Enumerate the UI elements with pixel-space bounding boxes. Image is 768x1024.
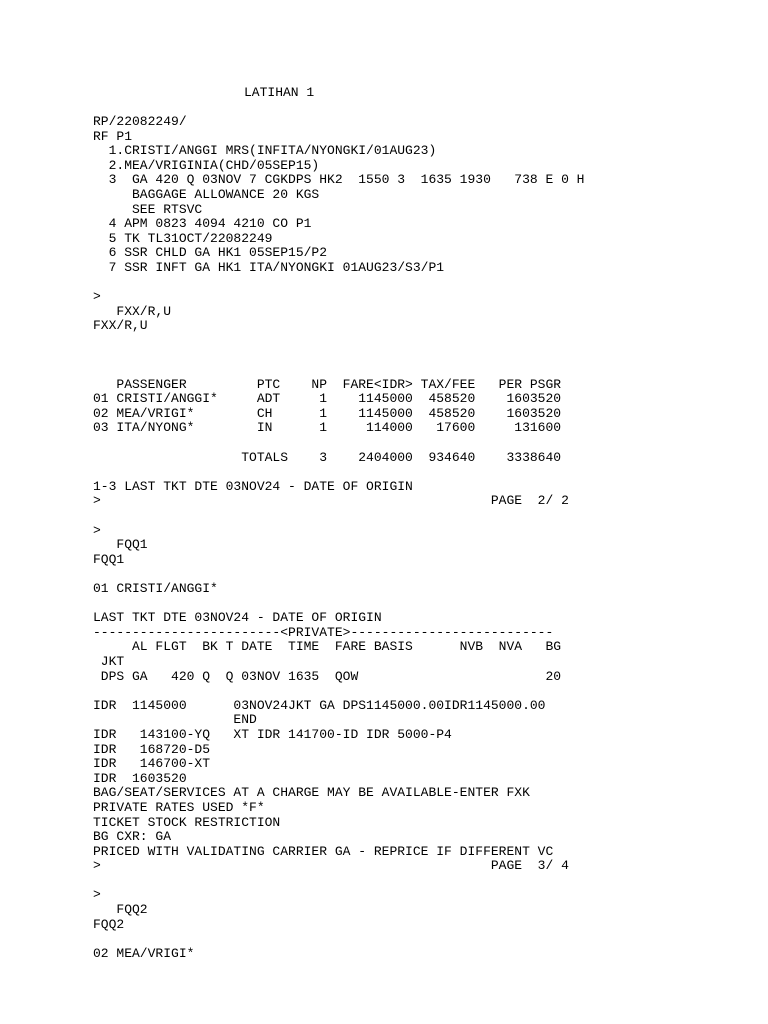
terminal-line: > [93, 522, 101, 538]
terminal-line: JKT [93, 653, 125, 669]
terminal-line [93, 349, 584, 364]
terminal-line [93, 276, 584, 291]
terminal-line [93, 465, 584, 480]
terminal-line: FQQ1 [93, 551, 125, 567]
terminal-line: FXX/R,U [93, 318, 148, 334]
terminal-line: > [93, 887, 101, 903]
terminal-line: 03 ITA/NYONG* IN 1 114000 17600 131600 [93, 420, 562, 436]
terminal-line: RP/22082249/ [93, 114, 187, 129]
terminal-line: FQQ2 [93, 902, 148, 918]
terminal-line [93, 567, 584, 582]
terminal-line: END [93, 712, 257, 728]
terminal-line: 7 SSR INFT GA HK1 ITA/NYONGKI 01AUG23/S3/P1 [93, 259, 445, 275]
terminal-line [93, 684, 584, 699]
terminal-line: PASSENGER PTC NP FARE<IDR> TAX/FEE PER PSGR [93, 376, 562, 392]
terminal-line: FQQ1 [93, 537, 148, 553]
terminal-line [93, 363, 584, 378]
terminal-line: SEE RTSVC [93, 201, 203, 217]
terminal-line [93, 874, 584, 889]
terminal-line: 1.CRISTI/ANGGI MRS(INFITA/NYONGKI/01AUG23) [93, 143, 437, 159]
terminal-line: IDR 168720-D5 [93, 741, 211, 757]
terminal-line: PRIVATE RATES USED *F* [93, 799, 265, 815]
terminal-line [93, 509, 584, 524]
terminal-line: FQQ2 [93, 916, 125, 932]
terminal-line: 5 TK TL31OCT/22082249 [93, 230, 273, 246]
terminal-line: DPS GA 420 Q Q 03NOV 1635 QOW 20 [93, 668, 562, 684]
terminal-line: 02 MEA/VRIGI* [93, 945, 195, 961]
terminal-line: 2.MEA/VRIGINIA(CHD/05SEP15) [93, 157, 320, 173]
page-title: LATIHAN 1 [244, 85, 315, 100]
terminal-line: TOTALS 3 2404000 934640 3338640 [93, 449, 562, 465]
terminal-line: FXX/R,U [93, 303, 172, 319]
terminal-line [93, 932, 584, 947]
terminal-line: BG CXR: GA [93, 829, 172, 845]
terminal-line: 6 SSR CHLD GA HK1 05SEP15/P2 [93, 245, 328, 261]
terminal-line: 4 APM 0823 4094 4210 CO P1 [93, 216, 312, 232]
terminal-line: 01 CRISTI/ANGGI* ADT 1 1145000 458520 1603520 [93, 391, 562, 407]
terminal-line: > PAGE 2/ 2 [93, 493, 569, 509]
terminal-line [93, 597, 584, 612]
terminal-line: RF P1 [93, 128, 133, 144]
terminal-line: IDR 143100-YQ XT IDR 141700-ID IDR 5000-P4 [93, 726, 452, 742]
terminal-line: AL FLGT BK T DATE TIME FARE BASIS NVB NVA BG [93, 639, 562, 655]
terminal-line [93, 436, 584, 451]
terminal-line [93, 334, 584, 349]
terminal-line: IDR 1145000 03NOV24JKT GA DPS1145000.00IDR1145000.00 [93, 697, 546, 713]
terminal-line: BAGGAGE ALLOWANCE 20 KGS [93, 186, 320, 202]
terminal-line: TICKET STOCK RESTRICTION [93, 814, 281, 830]
terminal-line: IDR 146700-XT [93, 756, 211, 772]
terminal-line: > PAGE 3/ 4 [93, 858, 569, 874]
terminal-line: 1-3 LAST TKT DTE 03NOV24 - DATE OF ORIGIN [93, 478, 413, 494]
terminal-line: BAG/SEAT/SERVICES AT A CHARGE MAY BE AVAILABLE-ENTER FXK [93, 785, 530, 801]
terminal-line: 01 CRISTI/ANGGI* [93, 581, 218, 596]
terminal-line: > [93, 289, 101, 305]
terminal-line: LAST TKT DTE 03NOV24 - DATE OF ORIGIN [93, 610, 382, 626]
terminal-line: IDR 1603520 [93, 770, 187, 786]
terminal-line: 02 MEA/VRIGI* CH 1 1145000 458520 1603520 [93, 405, 562, 421]
terminal-line: PRICED WITH VALIDATING CARRIER GA - REPRICE IF DIFFERENT VC [93, 843, 554, 859]
terminal-line: ------------------------<PRIVATE>-------------------------- [93, 624, 554, 640]
terminal-line: 3 GA 420 Q 03NOV 7 CGKDPS HK2 1550 3 1635 1930 738 E 0 H [93, 172, 585, 188]
terminal-output [93, 115, 584, 961]
